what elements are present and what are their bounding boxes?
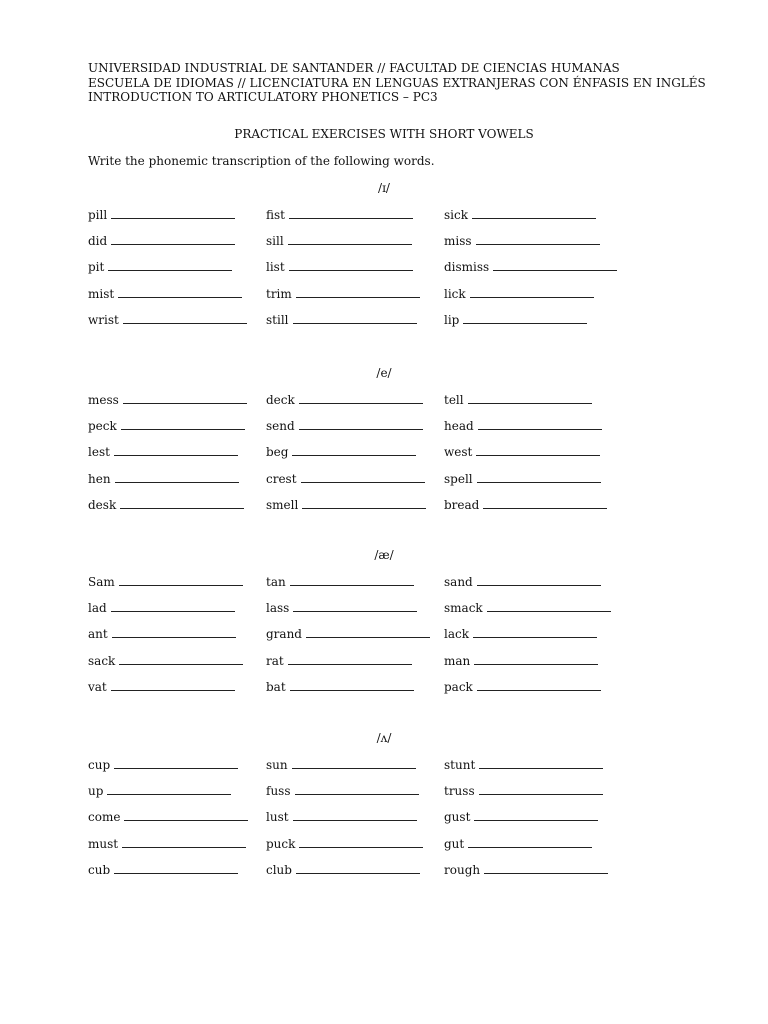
transcription-blank[interactable] [472,207,596,219]
word-label: Sam [88,575,115,589]
word-row [0,312,768,328]
word-item [88,286,242,302]
word-item [88,574,243,590]
word-label: desk [88,497,117,512]
word-item [88,836,246,852]
transcription-blank[interactable] [290,679,414,691]
word-row [0,286,768,302]
header-line-school: ESCUELA DE IDIOMAS // LICENCIATURA EN LENGUAS EXTRANJERAS CON ÉNFASIS EN INGLÉS [88,75,706,90]
word-item [444,392,592,408]
word-item [266,574,414,590]
word-item [444,574,601,590]
transcription-blank[interactable] [112,626,236,638]
word-label: pack [444,679,473,694]
word-row [0,836,768,852]
transcription-blank[interactable] [476,233,600,245]
transcription-blank[interactable] [478,418,602,430]
word-item [444,471,601,487]
word-label: lick [444,286,466,301]
word-label: truss [444,784,475,799]
instructions-text: Write the phonemic transcription of the following words. [88,154,435,168]
word-label: dismiss [444,260,490,275]
word-label: club [266,862,292,877]
word-item [444,626,597,642]
transcription-blank[interactable] [306,626,430,638]
word-item [444,809,598,825]
word-label: lad [88,601,107,616]
transcription-blank[interactable] [288,653,412,665]
word-label: smell [266,497,299,512]
transcription-blank[interactable] [118,286,242,298]
word-item [444,679,601,695]
word-item [266,783,419,799]
transcription-blank[interactable] [299,392,423,404]
transcription-blank[interactable] [487,600,611,612]
word-row [0,418,768,434]
word-label: sick [444,208,468,222]
word-item [266,757,416,773]
word-label: beg [266,445,289,460]
transcription-blank[interactable] [289,207,413,219]
transcription-blank[interactable] [296,862,420,874]
page-title: PRACTICAL EXERCISES WITH SHORT VOWELS [234,127,534,141]
header-line-course: INTRODUCTION TO ARTICULATORY PHONETICS – PC3 [88,90,438,104]
word-label: tan [266,575,286,589]
transcription-blank[interactable] [119,574,243,586]
word-label: lass [266,601,290,616]
transcription-blank[interactable] [290,574,414,586]
word-item [266,392,423,408]
word-item [88,444,238,460]
word-row [0,207,768,223]
word-row [0,600,768,616]
word-label: lack [444,627,469,642]
word-item [444,836,592,852]
transcription-blank[interactable] [122,836,246,848]
word-item [266,626,430,642]
word-label: pill [88,208,108,222]
word-label: rat [266,653,284,668]
word-label: up [88,784,104,799]
word-item [88,783,231,799]
transcription-blank[interactable] [121,418,245,430]
document-header [88,61,706,105]
word-item [266,312,417,328]
transcription-blank[interactable] [468,392,592,404]
word-row [0,809,768,825]
word-row [0,444,768,460]
transcription-blank[interactable] [299,836,423,848]
transcription-blank[interactable] [124,809,248,821]
word-label: gut [444,836,465,851]
word-item [88,233,235,249]
section-heading: /ɪ/ [378,181,390,195]
word-label: lust [266,810,289,825]
transcription-blank[interactable] [115,471,239,483]
word-label: puck [266,836,296,851]
word-label: list [266,260,285,275]
word-row [0,653,768,669]
word-row [0,679,768,695]
word-item [266,600,417,616]
transcription-blank[interactable] [114,757,238,769]
word-label: deck [266,393,295,407]
transcription-blank[interactable] [477,679,601,691]
transcription-blank[interactable] [293,809,417,821]
transcription-blank[interactable] [123,392,247,404]
word-item [88,653,243,669]
word-label: tell [444,393,464,407]
word-item [266,444,416,460]
word-label: sack [88,653,116,668]
word-label: stunt [444,758,476,772]
word-item [88,626,236,642]
word-row [0,862,768,878]
transcription-blank[interactable] [293,312,417,324]
transcription-blank[interactable] [288,233,412,245]
word-item [444,444,600,460]
transcription-blank[interactable] [123,312,247,324]
word-label: cub [88,862,111,877]
transcription-blank[interactable] [120,497,244,509]
word-label: sand [444,575,473,589]
word-row [0,259,768,275]
word-label: spell [444,471,473,486]
header-line-university: UNIVERSIDAD INDUSTRIAL DE SANTANDER // FACULTAD DE CIENCIAS HUMANAS [88,61,620,75]
word-label: west [444,445,473,460]
word-label: smack [444,601,483,616]
word-label: cup [88,758,111,772]
word-item [88,757,238,773]
transcription-blank[interactable] [108,259,232,271]
word-item [444,862,608,878]
word-item [444,653,598,669]
word-item [266,862,420,878]
word-row [0,233,768,249]
transcription-blank[interactable] [296,286,420,298]
word-label: wrist [88,312,119,327]
transcription-blank[interactable] [474,809,598,821]
word-item [444,497,607,513]
word-row [0,497,768,513]
word-label: sill [266,234,284,249]
transcription-blank[interactable] [473,626,597,638]
word-row [0,392,768,408]
transcription-blank[interactable] [111,600,235,612]
word-item [266,286,420,302]
transcription-blank[interactable] [301,471,425,483]
word-item [266,679,414,695]
word-item [88,679,235,695]
word-label: peck [88,419,117,434]
transcription-blank[interactable] [484,862,608,874]
word-item [444,600,611,616]
section-heading: /e/ [376,366,392,380]
word-label: bat [266,679,286,694]
word-row [0,574,768,590]
word-label: rough [444,862,481,877]
word-label: grand [266,627,302,642]
word-label: ant [88,627,108,642]
transcription-blank[interactable] [468,836,592,848]
word-label: gust [444,810,471,825]
word-label: man [444,653,471,668]
word-row [0,757,768,773]
word-item [88,497,244,513]
word-row [0,471,768,487]
transcription-blank[interactable] [483,497,607,509]
word-item [88,809,248,825]
word-label: vat [88,679,107,694]
transcription-blank[interactable] [111,207,235,219]
transcription-blank[interactable] [302,497,426,509]
word-label: sun [266,758,288,772]
word-label: mist [88,286,115,301]
word-label: still [266,312,289,327]
transcription-blank[interactable] [493,259,617,271]
word-label: fuss [266,784,291,799]
word-label: fist [266,208,285,222]
word-item [266,418,423,434]
word-label: lip [444,312,460,327]
word-item [88,471,239,487]
word-item [88,600,235,616]
word-label: bread [444,497,480,512]
transcription-blank[interactable] [293,600,417,612]
word-item [88,259,232,275]
word-item [444,757,603,773]
word-item [444,783,603,799]
word-item [266,259,413,275]
word-item [444,418,602,434]
word-label: send [266,419,295,434]
word-label: crest [266,471,297,486]
section-heading: /æ/ [374,548,394,562]
word-label: did [88,234,108,249]
word-row [0,626,768,642]
transcription-blank[interactable] [479,783,603,795]
transcription-blank[interactable] [107,783,231,795]
word-label: pit [88,260,105,275]
word-label: head [444,419,474,434]
word-item [88,392,247,408]
transcription-blank[interactable] [111,679,235,691]
word-item [444,286,594,302]
transcription-blank[interactable] [289,259,413,271]
word-item [266,809,417,825]
word-item [266,233,412,249]
transcription-blank[interactable] [470,286,594,298]
word-item [88,312,247,328]
word-item [266,497,426,513]
transcription-blank[interactable] [476,444,600,456]
word-item [266,653,412,669]
word-label: lest [88,445,110,460]
transcription-blank[interactable] [111,233,235,245]
word-item [88,418,245,434]
transcription-blank[interactable] [474,653,598,665]
word-label: mess [88,393,119,407]
word-item [444,259,617,275]
transcription-blank[interactable] [114,862,238,874]
word-label: must [88,836,119,851]
transcription-blank[interactable] [114,444,238,456]
transcription-blank[interactable] [295,783,419,795]
word-item [444,233,600,249]
word-label: trim [266,286,292,301]
word-item [266,836,423,852]
transcription-blank[interactable] [477,471,601,483]
word-item [88,862,238,878]
word-label: hen [88,471,111,486]
transcription-blank[interactable] [119,653,243,665]
word-item [266,207,413,223]
word-item [88,207,235,223]
transcription-blank[interactable] [292,444,416,456]
section-heading: /ʌ/ [376,731,392,745]
word-label: come [88,810,121,825]
word-label: miss [444,234,472,249]
word-item [266,471,425,487]
word-item [444,207,596,223]
transcription-blank[interactable] [292,757,416,769]
transcription-blank[interactable] [463,312,587,324]
word-row [0,783,768,799]
word-item [444,312,587,328]
transcription-blank[interactable] [479,757,603,769]
transcription-blank[interactable] [477,574,601,586]
transcription-blank[interactable] [299,418,423,430]
